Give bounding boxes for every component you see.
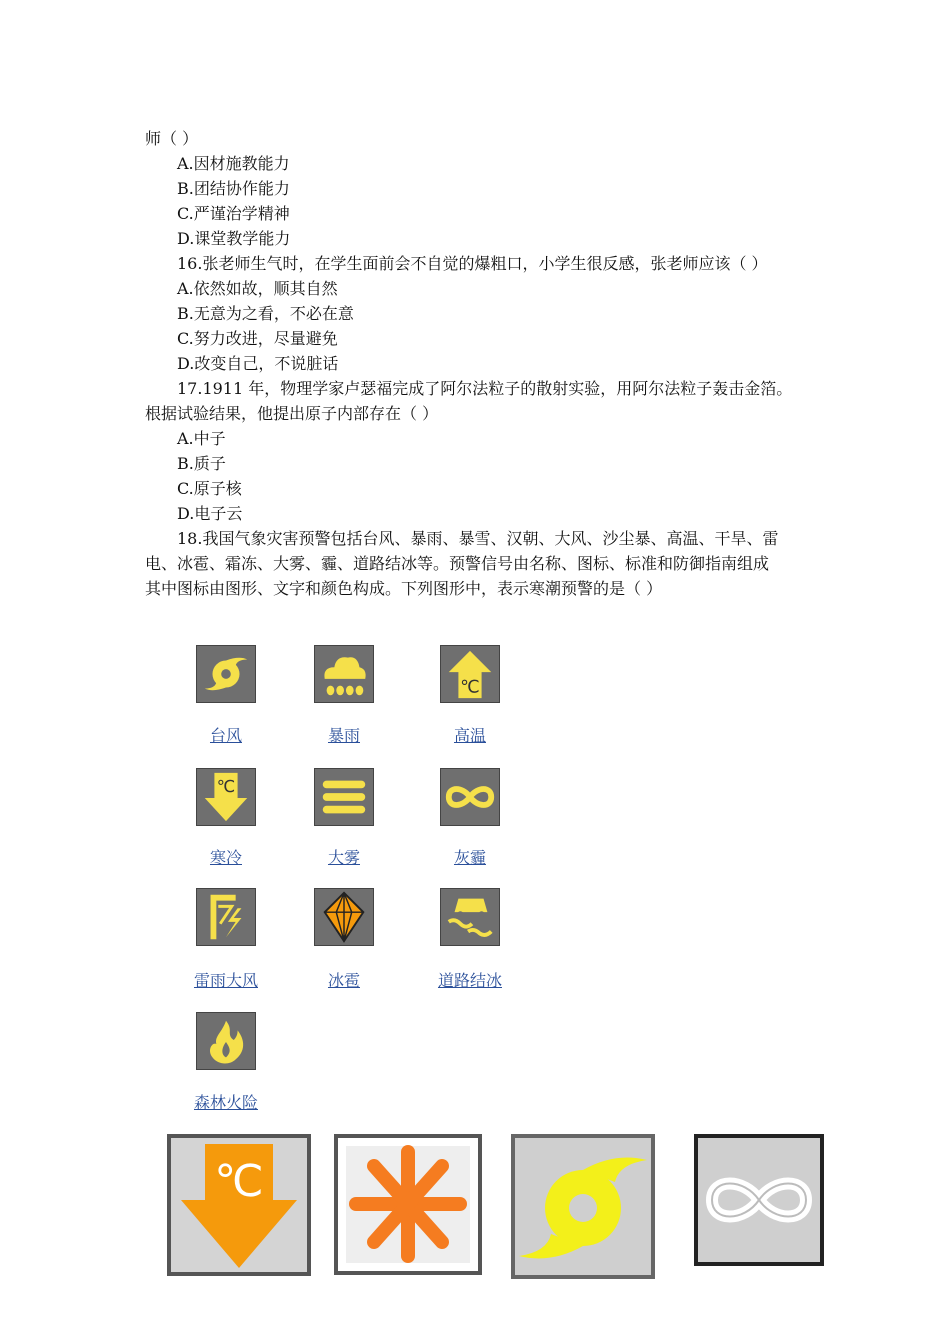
typhoon-icon: [196, 645, 256, 703]
fog-icon: [314, 768, 374, 826]
option-c-image: [511, 1134, 655, 1279]
text-line: B.团结协作能力: [177, 179, 290, 198]
text-line: A.因材施教能力: [177, 154, 290, 173]
text-line: D.电子云: [177, 504, 243, 523]
text-line: 18.我国气象灾害预警包括台风、暴雨、暴雪、汉朝、大风、沙尘暴、高温、干旱、雷: [177, 529, 779, 548]
text-line: 其中图标由图形、文字和颜色构成。下列图形中，表示寒潮预警的是（ ）: [145, 579, 663, 598]
icon-label-typhoon[interactable]: 台风: [209, 726, 242, 745]
celsius-glyph: ℃: [214, 1156, 264, 1207]
text-line: 根据试验结果，他提出原子内部存在（ ）: [145, 404, 439, 423]
option-a-image: [167, 1134, 311, 1276]
text-line: A.中子: [177, 429, 226, 448]
icon-label-forest-fire[interactable]: 森林火险: [193, 1093, 258, 1112]
forest-fire-icon: [196, 1012, 256, 1070]
option-d-image: [694, 1134, 824, 1266]
text-line: A.依然如故，顺其自然: [177, 279, 338, 298]
text-line: 16.张老师生气时，在学生面前会不自觉的爆粗口，小学生很反感，张老师应该（ ）: [177, 254, 768, 273]
hail-icon: [314, 888, 374, 946]
cold-icon: [196, 768, 256, 826]
text-line: 师（ ）: [145, 129, 199, 148]
option-b-image: [334, 1134, 482, 1275]
text-line: 电、冰雹、霜冻、大雾、霾、道路结冰等。预警信号由名称、图标、标准和防御指南组成: [145, 554, 770, 573]
icon-label-cold[interactable]: 寒冷: [209, 848, 242, 867]
icon-label-hail[interactable]: 冰雹: [327, 971, 360, 990]
high-temperature-icon: [440, 645, 500, 703]
text-line: 17.1911 年，物理学家卢瑟福完成了阿尔法粒子的散射实验，用阿尔法粒子轰击金箔。: [177, 379, 793, 398]
text-line: B.质子: [177, 454, 226, 473]
icon-label-thunderstorm-wind[interactable]: 雷雨大风: [193, 971, 258, 990]
celsius-glyph: ℃: [460, 677, 480, 698]
icon-label-road-icing[interactable]: 道路结冰: [437, 971, 502, 990]
text-line: B.无意为之看，不必在意: [177, 304, 354, 323]
text-line: C.努力改进，尽量避免: [177, 329, 338, 348]
text-line: C.原子核: [177, 479, 242, 498]
rainstorm-icon: [314, 645, 374, 703]
thunderstorm-wind-icon: [196, 888, 256, 946]
text-line: D.改变自己，不说脏话: [177, 354, 339, 373]
road-icing-icon: [440, 888, 500, 946]
icon-label-fog[interactable]: 大雾: [327, 848, 360, 867]
text-line: D.课堂教学能力: [177, 229, 291, 248]
question-text: [145, 126, 810, 601]
text-line: C.严谨治学精神: [177, 204, 290, 223]
icon-label-high-temperature[interactable]: 高温: [453, 726, 486, 745]
icon-label-haze[interactable]: 灰霾: [453, 848, 486, 867]
celsius-glyph: ℃: [216, 777, 236, 797]
icon-label-rainstorm[interactable]: 暴雨: [327, 726, 360, 745]
haze-icon: [440, 768, 500, 826]
